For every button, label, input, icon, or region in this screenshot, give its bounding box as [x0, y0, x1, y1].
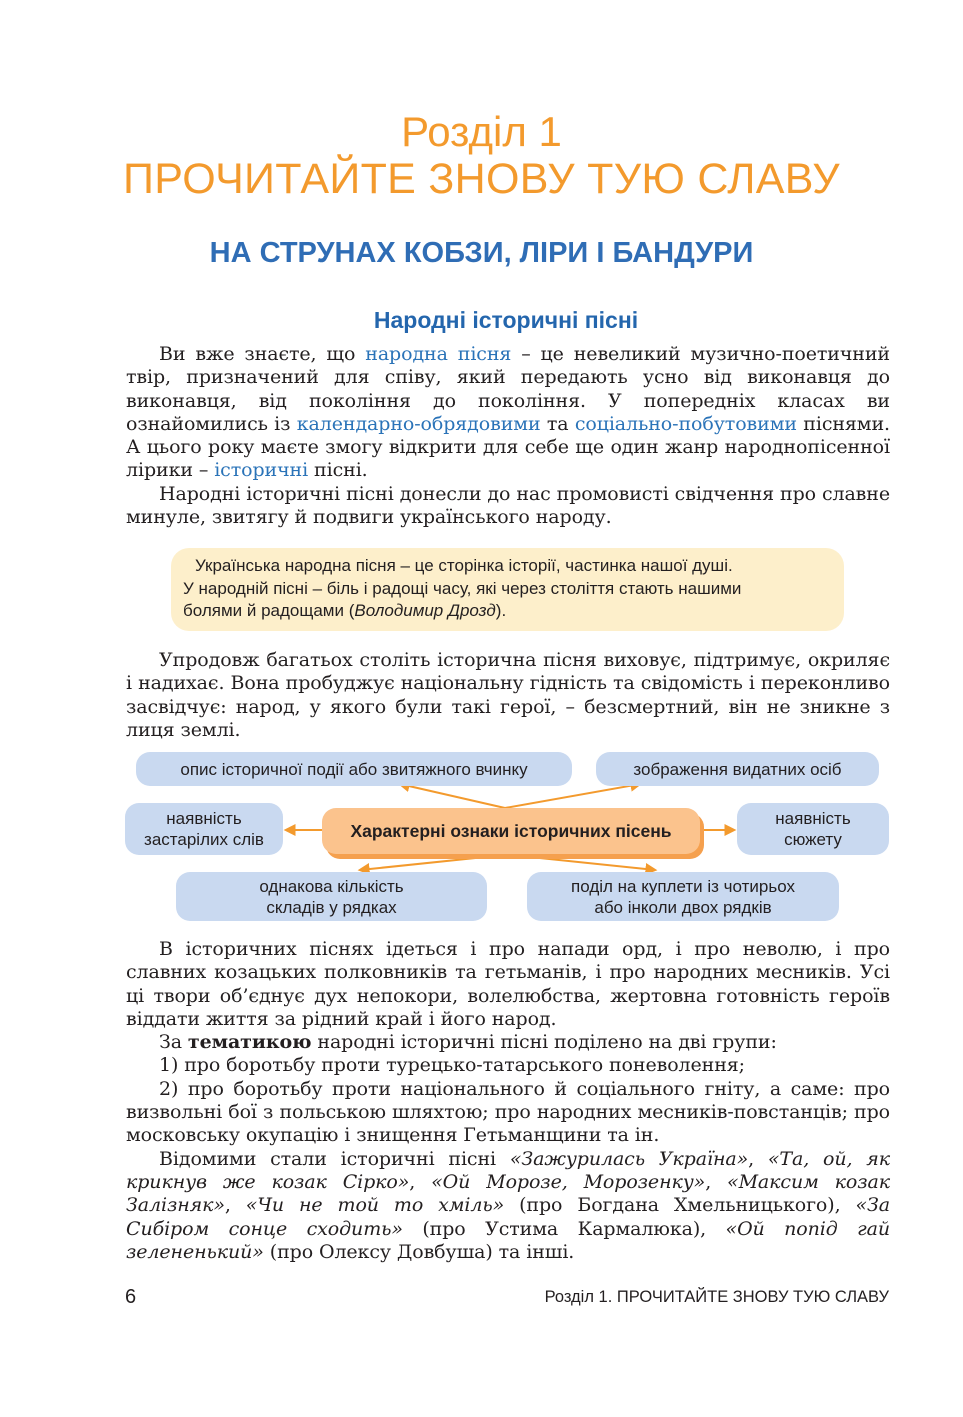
- body-text: [126, 938, 890, 1264]
- intro-paragraph-2: Народні історичні пісні донесли до нас промовисті свідчення про славне минуле, звитягу й подвиги українського народу.: [126, 482, 890, 529]
- text-run: та: [540, 412, 575, 435]
- middle-paragraph: Упродовж багатьох століть історична пісня виховує, підтримує, окриляє і надихає. Вона пробуджує національну гідність та свідомість і переконливо засвідчує: народ, у якого були такі герої, – безсмертний, він не зникне з лиця землі.: [126, 649, 890, 741]
- text-run: (про Олексу Довбуша) та інші.: [263, 1240, 575, 1263]
- text-run: пісні.: [308, 459, 368, 482]
- node-line: або інколи двох рядків: [594, 897, 772, 917]
- node-line: наявність: [166, 809, 242, 828]
- quote-text-run: ).: [495, 601, 507, 620]
- node-line: наявність: [775, 809, 851, 828]
- node-archaic-words: [125, 803, 283, 855]
- song-title: «Ой попід гай зелененький»: [126, 1217, 891, 1263]
- text-run: Ви вже знаєте, що: [159, 343, 366, 365]
- node-outstanding-figures: зображення видатних осіб: [596, 752, 879, 786]
- list-item-2: 2) про боротьбу проти національного й соціального гніту, а саме: про визвольні бої з польською шляхтою; про народних месників-повстанців; про московську окупацію і знищення Гетьманщини та ін.: [126, 1077, 890, 1147]
- section-title: НА СТРУНАХ КОБЗИ, ЛІРИ І БАНДУРИ: [209, 237, 754, 269]
- term-thematic: тематикою: [187, 1031, 312, 1054]
- text-run: (про Богдана Хмельницького),: [504, 1194, 856, 1217]
- text-run: ,: [409, 1170, 432, 1193]
- node-plot: [737, 803, 889, 855]
- node-line: сюжету: [784, 830, 842, 849]
- text-run: (про Устима Кармалюка),: [402, 1217, 726, 1240]
- subsection-title: Народні історичні пісні: [373, 307, 639, 333]
- song-title: «Зажурилась Україна»: [509, 1147, 749, 1170]
- node-historical-event: опис історичної події або звитяжного вчинку: [136, 752, 572, 786]
- text-run: Відомими стали історичні пісні: [159, 1147, 510, 1170]
- node-verses: [527, 872, 839, 921]
- node-center: Характерні ознаки історичних пісень: [322, 808, 700, 854]
- node-line: однакова кількість: [259, 876, 404, 896]
- node-equal-syllables: [176, 872, 487, 921]
- text-run: – це невеликий музично-поетичний твір, призначений для співу, який передають усно від виконавця до виконавця, від покоління до покоління. У попередніх класах ви ознайомились із: [126, 343, 890, 435]
- node-line: складів у рядках: [266, 897, 397, 917]
- arrow-bottom-right: [530, 857, 655, 870]
- quote-line-2: У народній пісні – біль і радощі часу, які через століття стають нашими: [183, 578, 742, 598]
- song-title: «Максим козак Залізняк»: [126, 1170, 890, 1217]
- body-paragraph-2: [126, 1031, 890, 1054]
- text-run: піснями. А цього року маєте змогу відкрити для себе ще один жанр народнопісенної лірики –: [126, 412, 890, 482]
- body-paragraph-3: [126, 1148, 890, 1264]
- running-title: Розділ 1. ПРОЧИТАЙТЕ ЗНОВУ ТУЮ СЛАВУ: [544, 1288, 889, 1306]
- arrow-top-right: [505, 784, 640, 808]
- chapter-label: Розділ 1: [401, 108, 562, 155]
- text-run: ,: [748, 1147, 768, 1170]
- node-line: поділ на куплети із чотирьох: [571, 876, 795, 896]
- page-number: 6: [125, 1286, 137, 1308]
- text-run: За: [159, 1031, 188, 1054]
- song-title: «Та, ой, як крикнув же козак Сірко»: [126, 1147, 890, 1193]
- song-title: «Ой Морозе, Морозенку»: [431, 1170, 706, 1193]
- term-folk-song: народна пісня: [365, 343, 512, 365]
- arrow-top-left: [400, 784, 505, 808]
- quote-text-run: болями й радощами (: [183, 601, 355, 620]
- song-title: «Чи не той то хміль»: [245, 1194, 505, 1217]
- term-historical: історичні: [214, 459, 309, 482]
- term-calendar-ritual: календарно-обрядовими: [296, 412, 541, 435]
- song-title: «За Сибіром сонце сходить»: [126, 1194, 890, 1240]
- text-run: ,: [705, 1170, 728, 1193]
- node-line: застарілих слів: [144, 830, 264, 849]
- text-run: ,: [224, 1194, 246, 1217]
- quote-author: Володимир Дрозд: [354, 601, 496, 620]
- arrow-bottom-left: [360, 857, 485, 870]
- quote-line-1: Українська народна пісня – це сторінка історії, частинка нашої душі.: [195, 556, 733, 575]
- term-social-everyday: соціально-побутовими: [574, 412, 797, 435]
- list-item-1: 1) про боротьбу проти турецько-татарського поневолення;: [159, 1054, 745, 1077]
- body-paragraph-1: В історичних піснях ідеться і про напади орд, і про неволю, і про славних козацьких полковників та гетьманів, і про народних месників. Усі ці твори об’єднує дух непокори, волелюбства, жертовна готовність героїв віддати життя за рідний край і його народ.: [126, 938, 890, 1030]
- chapter-title: ПРОЧИТАЙТЕ ЗНОВУ ТУЮ СЛАВУ: [123, 155, 840, 203]
- text-run: народні історичні пісні поділено на дві групи:: [311, 1031, 777, 1054]
